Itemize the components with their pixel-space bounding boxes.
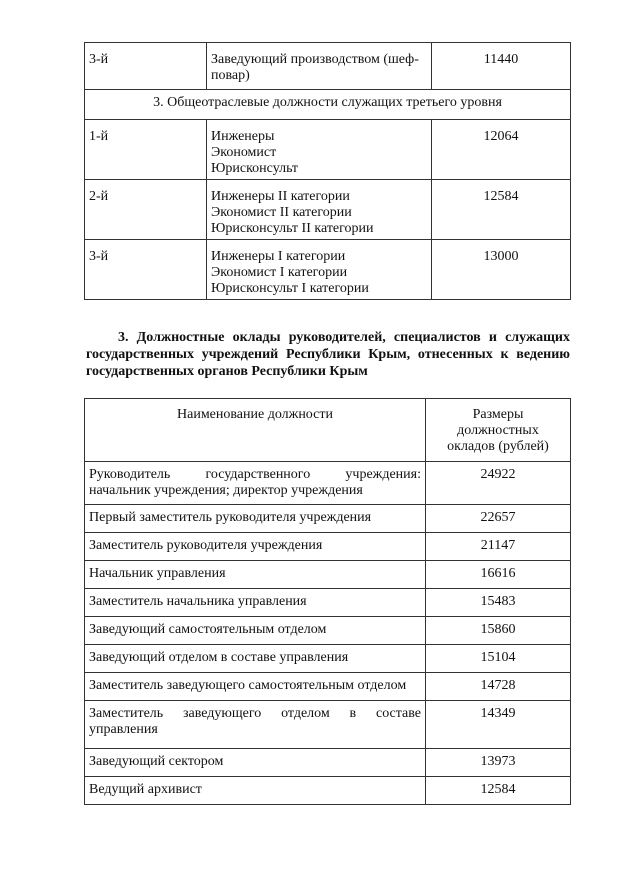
salary-value: 13000 [432, 240, 571, 300]
salary-value: 16616 [426, 561, 571, 589]
salary-value: 14349 [426, 701, 571, 749]
column-header-salary [426, 399, 571, 462]
salary-value: 13973 [426, 749, 571, 777]
qualification-level: 1-й [85, 120, 207, 180]
position-name: Заведующий производством (шеф- [211, 52, 419, 67]
qualification-level: 2-й [85, 180, 207, 240]
position-name: Заведующий сектором [85, 749, 426, 777]
salary-table-continued [84, 42, 571, 300]
table-row [85, 673, 571, 701]
position-name: Заведующий отделом в составе управления [85, 645, 426, 673]
salary-value: 12584 [432, 180, 571, 240]
salary-value: 22657 [426, 505, 571, 533]
table-row [85, 240, 571, 300]
position-name: Первый заместитель руководителя учреждения [85, 505, 426, 533]
table-row [85, 589, 571, 617]
header-line: окладов (рублей) [447, 439, 549, 454]
salary-value: 15860 [426, 617, 571, 645]
position-name: Экономист I категории [211, 265, 348, 280]
salary-value: 21147 [426, 533, 571, 561]
salary-value: 24922 [426, 462, 571, 505]
position-name: Инженеры [211, 129, 275, 144]
position-names [207, 43, 432, 90]
table-row [85, 701, 571, 749]
qualification-level: 3-й [85, 240, 207, 300]
position-name: повар) [211, 68, 250, 83]
position-name: Экономист [211, 145, 277, 160]
column-header-position: Наименование должности [85, 399, 426, 462]
table-row [85, 180, 571, 240]
position-name: Руководитель государственного учреждения: начальник учреждения; директор учреждения [85, 462, 426, 505]
header-line: Размеры [472, 407, 524, 422]
position-name: Юрисконсульт [211, 161, 299, 176]
position-name: Юрисконсульт I категории [211, 281, 369, 296]
table-header-row [85, 399, 571, 462]
position-name: Заместитель руководителя учреждения [85, 533, 426, 561]
header-line: должностных [457, 423, 539, 438]
group-row [85, 90, 571, 120]
table-row [85, 505, 571, 533]
table-row [85, 120, 571, 180]
position-names [207, 180, 432, 240]
table-row [85, 645, 571, 673]
salary-value: 14728 [426, 673, 571, 701]
salary-value: 15483 [426, 589, 571, 617]
position-name: Экономист II категории [211, 205, 352, 220]
position-names [207, 120, 432, 180]
salary-value: 11440 [432, 43, 571, 90]
section-heading: 3. Должностные оклады руководителей, специалистов и служащих государственных учреждений Республики Крым, отнесенных к ведению государственных органов Республики Крым [86, 330, 570, 379]
position-name: Ведущий архивист [85, 777, 426, 805]
salary-table [84, 398, 571, 805]
position-name: Заместитель заведующего самостоятельным отделом [85, 673, 426, 701]
salary-value: 12584 [426, 777, 571, 805]
salary-value: 15104 [426, 645, 571, 673]
position-name: Инженеры II категории [211, 189, 350, 204]
position-name: Заместитель заведующего отделом в составе управления [85, 701, 426, 749]
position-name: Начальник управления [85, 561, 426, 589]
table-row [85, 749, 571, 777]
position-name: Юрисконсульт II категории [211, 221, 374, 236]
group-title: 3. Общеотраслевые должности служащих третьего уровня [85, 90, 571, 120]
table-row [85, 561, 571, 589]
table-row [85, 777, 571, 805]
table-row [85, 617, 571, 645]
position-name: Заведующий самостоятельным отделом [85, 617, 426, 645]
table-row [85, 533, 571, 561]
table-row [85, 43, 571, 90]
qualification-level: 3-й [85, 43, 207, 90]
table-row [85, 462, 571, 505]
position-names [207, 240, 432, 300]
position-name: Инженеры I категории [211, 249, 346, 264]
position-name: Заместитель начальника управления [85, 589, 426, 617]
salary-value: 12064 [432, 120, 571, 180]
